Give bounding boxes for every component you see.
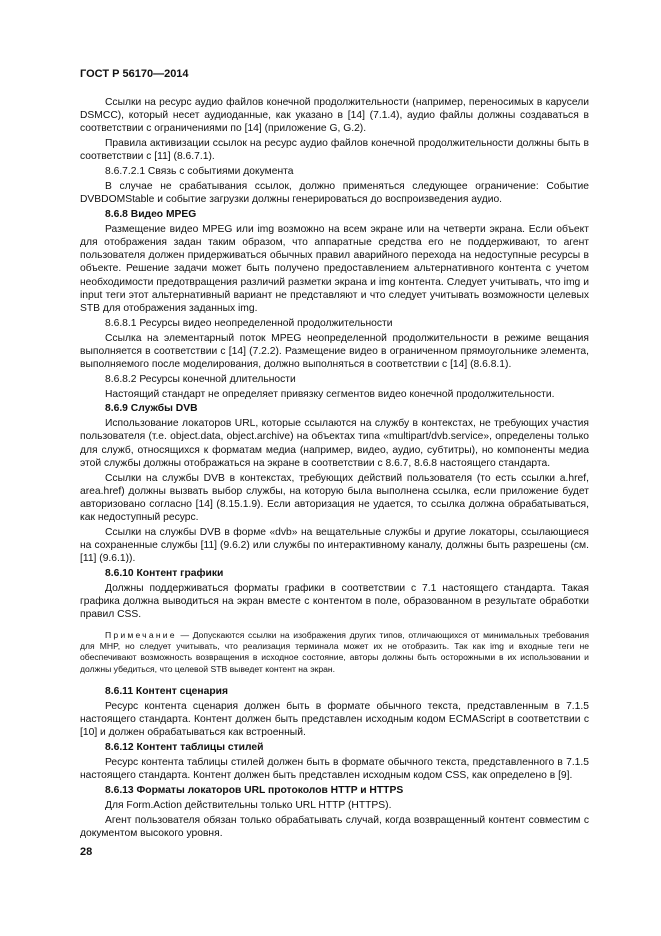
paragraph: Должны поддерживаться форматы графики в соответствии с 7.1 настоящего стандарта. Такая графика должна выводиться на экран вместе с контентом в поле, образованном в результате обработки правил CSS. — [80, 583, 589, 621]
section-heading: 8.6.12 Контент таблицы стилей — [105, 742, 264, 754]
section-heading: 8.6.8 Видео MPEG — [105, 209, 197, 220]
subsection-title: 8.6.7.2.1 Связь с событиями документа — [105, 166, 294, 178]
note-text: — Допускаются ссылки на изображения других типов, отличающихся от минимальных требования для MHP, но следует учитывать, что реализация терминала может их не отобразить. Так как img и входные теги не обеспечивают возможность возвращения в исходное состояние, авторы должны быть осторожными в их использовании и должны убедиться, что целевой STB выведет контент на экран. — [80, 629, 590, 674]
document-body — [80, 96, 589, 842]
section-heading: 8.6.13 Форматы локаторов URL протоколов HTTP и HTTPS — [105, 785, 404, 797]
section-heading: 8.6.11 Контент сценария — [105, 686, 228, 698]
note-label: Примечание — [105, 629, 177, 640]
paragraph: Для Form.Action действительны только URL HTTP (HTTPS). — [105, 799, 392, 811]
section-heading: 8.6.10 Контент графики — [105, 568, 224, 580]
paragraph: В случае не срабатывания ссылок, должно применяться следующее ограничение: Событие DVBDOMStable и событие загрузки должны генерироваться до воспроизведения аудио. — [80, 181, 589, 206]
page-number: 28 — [80, 846, 93, 858]
paragraph: Настоящий стандарт не определяет привязку сегментов видео конечной продолжительности. — [105, 388, 555, 400]
section-heading: 8.6.9 Службы DVB — [105, 403, 198, 415]
subsection-title: 8.6.8.1 Ресурсы видео неопределенной продолжительности — [105, 317, 393, 329]
paragraph: Правила активизации ссылок на ресурс аудио файлов конечной продолжительности должны быть в соответствии с [11] (8.6.7.1). — [80, 138, 589, 163]
paragraph: Размещение видео MPEG или img возможно на всем экране или на четверти экрана. Если объект для отображения задан таким образом, что аппаратные средства его не поддерживают, то агент пользователя должен придерживаться обычных правил аварийного перехода на недоступные ресурсы в объекте. Решение задачи может быть получено предоставлением альтернативного контента с учетом необходимости предотвращения различий разметки экрана и img контента. Следует учитывать, что img и input теги этот альтернативный вариант не представляют и что следует учитывать возможности целевых STB для отображения заданных img. — [80, 223, 589, 315]
paragraph: Агент пользователя обязан только обрабатывать случай, когда возвращенный контент совместим с документом высокого уровня. — [80, 814, 589, 839]
subsection-title: 8.6.8.2 Ресурсы конечной длительности — [105, 373, 296, 385]
paragraph: Использование локаторов URL, которые ссылаются на службу в контекстах, не требующих участия пользователя (т.е. object.data, object.archive) на объектах типа «multipart/dvb.service», определены только для служб, относящихся к форматам медиа (например, видео, аудио, субтитры), но компоненты медиа этой службы должны отображаться на экране в соответствии с 8.6.7, 8.6.8 настоящего стандарта. — [80, 418, 589, 469]
document-header: ГОСТ Р 56170—2014 — [80, 68, 189, 80]
paragraph: Ссылки на службы DVB в контекстах, требующих действий пользователя (то есть ссылки a.href, area.href) должны вызвать выбор службы, на которую была выполнена ссылка, если приложение будет авторизовано согласно [14] (8.15.1.9). Если авторизация не удается, то ссылка должна обрабатываться, как недоступный ресурс. — [80, 472, 589, 524]
paragraph: Ресурс контента сценария должен быть в формате обычного текста, представленным в 7.1.5 настоящего стандарта. Контент должен быть представлен исходным кодом ECMAScript в соответствии с [10] и должен обрабатываться как встроенный. — [80, 701, 589, 739]
paragraph: Ссылки на ресурс аудио файлов конечной продолжительности (например, переносимых в карусели DSMCC), который несет аудиоданные, как указано в [14] (7.1.4), аудио файлы должны создаваться в соответствии с ограничениями по [14] (приложение G, G.2). — [80, 97, 589, 135]
paragraph: Ссылки на службы DVB в форме «dvb» на вещательные службы и другие локаторы, ссылающиеся на сохраненные службы [11] (9.6.2) или службы по интерактивному каналу, должны быть разрешены (см. [11] (9.6.1)). — [80, 527, 589, 565]
note — [80, 630, 589, 676]
paragraph: Ресурс контента таблицы стилей должен быть в формате обычного текста, представленного в 7.1.5 настоящего стандарта. Контент должен быть представлен исходным кодом CSS, как определено в [9]. — [80, 757, 589, 782]
paragraph: Ссылка на элементарный поток MPEG неопределенной продолжительности в режиме вещания выполняется в соответствии с [14] (7.2.2). Размещение видео в ограниченном прямоугольнике элемента, выполняемого после моделирования, должно выполняться в соответствии с [14] (8.6.8.1). — [80, 332, 589, 371]
